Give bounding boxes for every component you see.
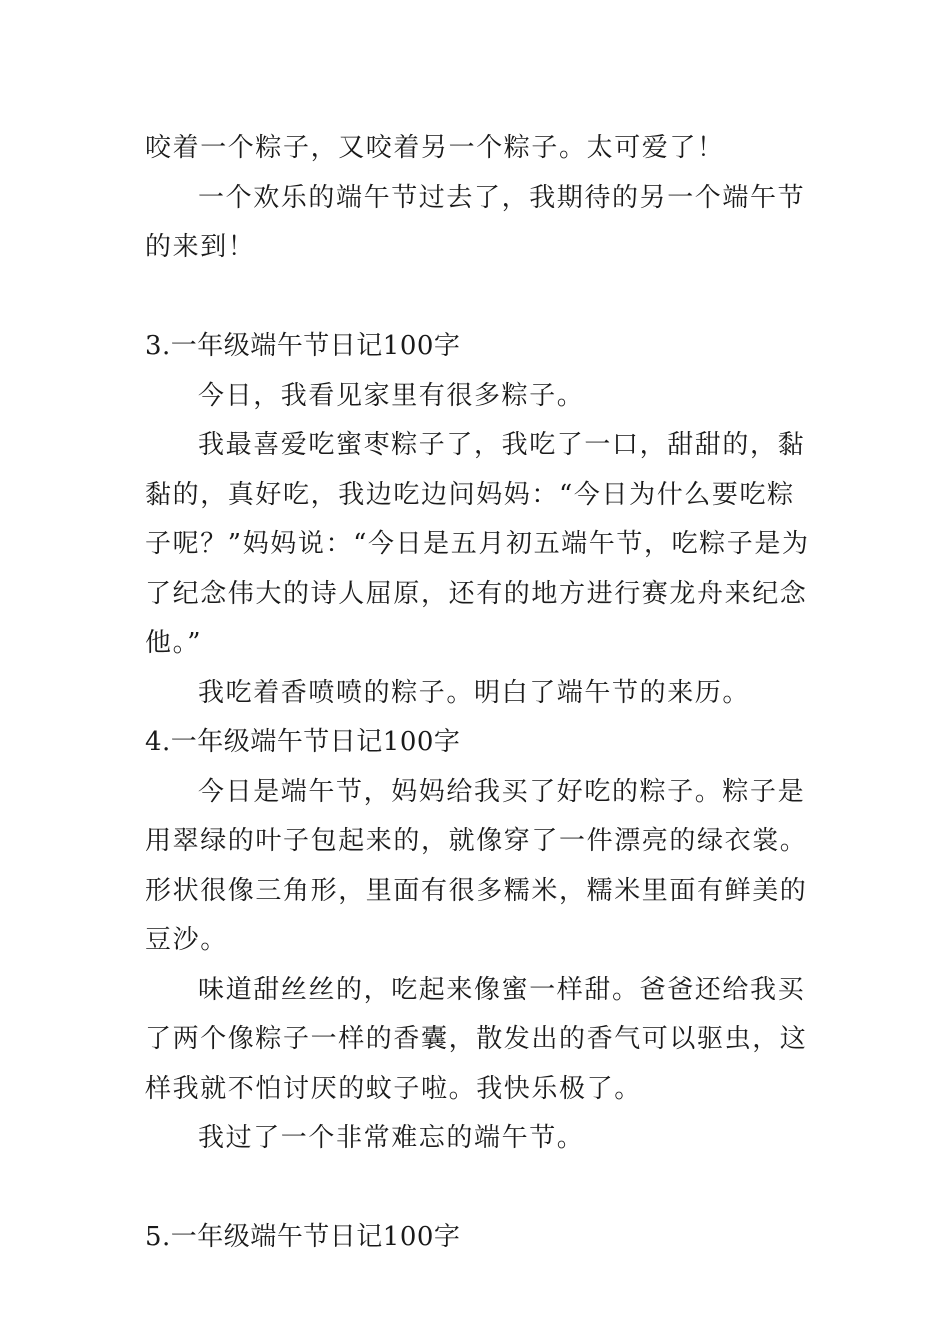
paragraph: 我过了一个非常难忘的端午节。 [198,1123,585,1153]
paragraph: 我吃着香喷喷的粽子。明白了端午节的来历。 [198,677,751,708]
paragraph: 今日，我看见家里有很多粽子。 [198,380,585,411]
section-heading-3: 3.一年级端午节日记100字 [145,331,461,361]
blank-line [145,273,810,323]
paragraph: 味道甜丝丝的，吃起来像蜜一样甜。爸爸还给我买了两个像粽子一样的香囊，散发出的香气可以驱虫，这样我就不怕讨厌的蚊子啦。我快乐极了。 [145,974,808,1104]
paragraph: 我最喜爱吃蜜枣粽子了，我吃了一口，甜甜的，黏黏的，真好吃，我边吃边问妈妈：“今日为什么要吃粽子呢？”妈妈说：“今日是五月初五端午节，吃粽子是为了纪念伟大的诗人屈原，还有的地方进行赛龙舟来纪念他。” [145,430,810,658]
paragraph: 今日是端午节，妈妈给我买了好吃的粽子。粽子是用翠绿的叶子包起来的，就像穿了一件漂亮的绿衣裳。形状很像三角形，里面有很多糯米，糯米里面有鲜美的豆沙。 [145,776,808,955]
section-heading-5: 5.一年级端午节日记100字 [145,1222,461,1252]
section-heading-4: 4.一年级端午节日记100字 [145,727,461,757]
blank-line [145,1164,810,1214]
document-body [145,124,810,1263]
paragraph: 一个欢乐的端午节过去了，我期待的另一个端午节的来到！ [145,182,806,262]
paragraph: 咬着一个粽子，又咬着另一个粽子。太可爱了！ [145,133,725,163]
